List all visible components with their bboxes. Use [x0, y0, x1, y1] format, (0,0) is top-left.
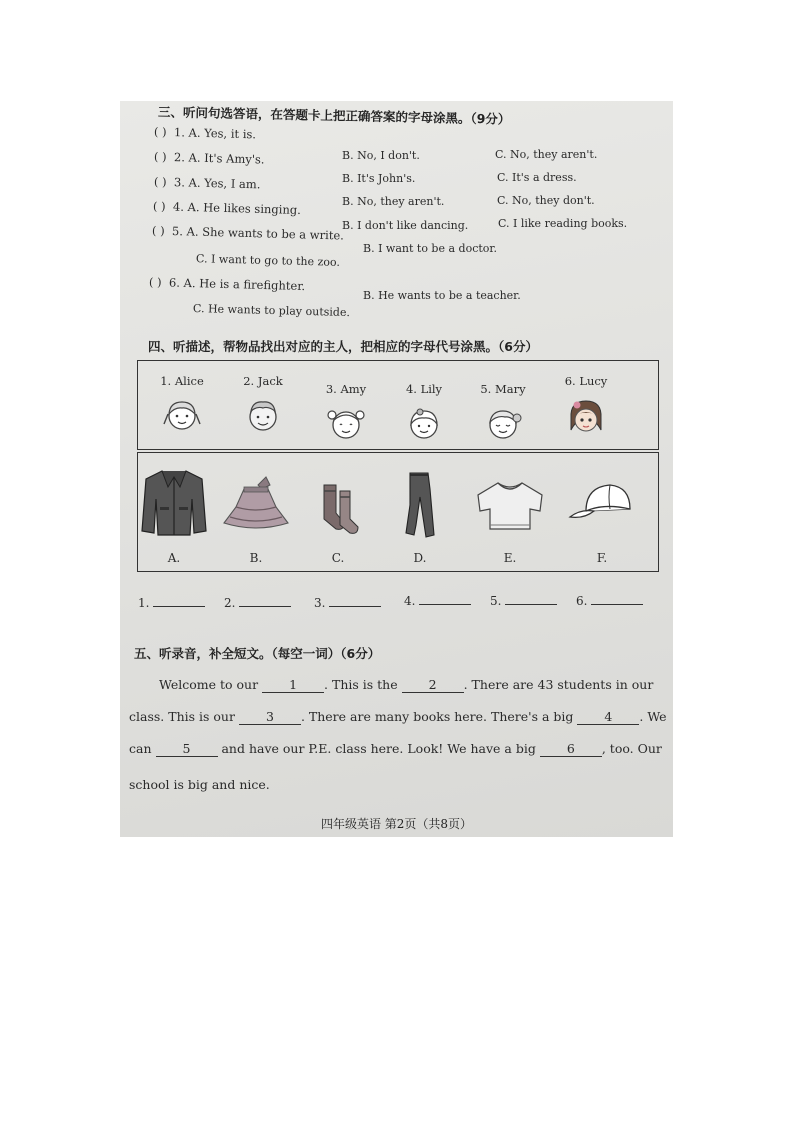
person-name: 6. Lucy [564, 374, 608, 388]
girl-face-icon [404, 406, 444, 440]
girl-face-icon [162, 398, 202, 432]
items-box [137, 452, 659, 572]
person-lily [384, 382, 464, 440]
q4-option-b: B. I don't like dancing. [342, 219, 469, 232]
passage-line-1 [159, 677, 653, 693]
option-a: 6. A. He is a firefighter. [168, 275, 306, 294]
question-1 [154, 125, 256, 142]
option-a: 5. A. She wants to be a write. [171, 224, 345, 243]
jacket-icon [136, 465, 212, 541]
person-name: 2. Jack [243, 374, 283, 388]
answer-4 [404, 592, 471, 608]
socks-icon [300, 465, 376, 541]
question-2 [154, 150, 265, 167]
item-b [216, 465, 296, 565]
passage-text: class. This is our [129, 709, 235, 724]
person-amy [306, 382, 386, 440]
q6-option-c: C. He wants to play outside. [192, 301, 351, 320]
person-alice [142, 374, 222, 432]
item-c [298, 465, 378, 565]
person-name: 1. Alice [160, 374, 204, 388]
answer-blank[interactable] [153, 594, 205, 607]
answer-paren[interactable]: ( ) [151, 223, 165, 238]
q1-option-b: B. No, I don't. [342, 149, 420, 162]
answer-blank[interactable] [591, 592, 643, 605]
answer-paren[interactable]: ( ) [153, 174, 167, 189]
people-box [137, 360, 659, 450]
answer-number: 1. [138, 596, 150, 610]
answer-5 [490, 592, 557, 608]
sweater-icon [472, 465, 548, 541]
q3-option-c: C. No, they don't. [497, 194, 595, 207]
person-name: 3. Amy [325, 382, 367, 396]
answer-paren[interactable]: ( ) [153, 124, 167, 139]
section3-title: 三、听问句选答语，在答题卡上把正确答案的字母涂黑。（9分） [157, 104, 511, 127]
page-footer: 四年级英语 第2页（共8页） [320, 817, 473, 831]
person-jack [223, 374, 303, 432]
item-f [562, 465, 642, 565]
exam-page-photo [120, 101, 673, 837]
passage-blank[interactable]: 6 [540, 741, 602, 757]
passage-blank[interactable]: 4 [577, 709, 639, 725]
item-label: C. [331, 551, 345, 565]
q3-option-b: B. No, they aren't. [342, 195, 445, 208]
answer-1 [138, 594, 205, 610]
passage-blank[interactable]: 5 [156, 741, 218, 757]
girl-face-icon [326, 406, 366, 440]
item-label: D. [413, 551, 427, 565]
answer-number: 6. [576, 594, 588, 608]
item-d [380, 465, 460, 565]
option-a: 2. A. It's Amy's. [173, 150, 265, 167]
answer-blank[interactable] [505, 592, 557, 605]
cap-icon [564, 465, 640, 541]
passage-text: , too. Our [601, 741, 662, 756]
answer-number: 5. [490, 594, 502, 608]
answer-blank[interactable] [329, 594, 381, 607]
answer-blank[interactable] [239, 594, 291, 607]
item-label: E. [503, 551, 517, 565]
answer-paren[interactable]: ( ) [148, 274, 162, 290]
passage-text: . There are 43 students in our [463, 677, 654, 692]
passage-blank[interactable]: 1 [262, 677, 324, 693]
answer-number: 4. [404, 594, 416, 608]
option-a: 1. A. Yes, it is. [173, 125, 257, 142]
boy-face-icon [243, 398, 283, 432]
question-6 [149, 275, 306, 293]
passage-text: can [129, 741, 152, 756]
passage-blank[interactable]: 2 [402, 677, 464, 693]
answer-number: 3. [314, 596, 326, 610]
person-name: 5. Mary [480, 382, 526, 396]
passage-text: . We [639, 709, 667, 724]
passage-line-3 [129, 741, 662, 757]
q5-option-c: C. I want to go to the zoo. [195, 252, 341, 269]
passage-text: and have our P.E. class here. Look! We have a big [221, 741, 536, 756]
answer-blank[interactable] [419, 592, 471, 605]
girl-face-icon [566, 398, 606, 436]
section5-title: 五、听录音，补全短文。（每空一词）（6分） [134, 646, 381, 661]
item-a [134, 465, 214, 565]
girl-face-icon [483, 406, 523, 440]
passage-blank[interactable]: 3 [239, 709, 301, 725]
item-e [470, 465, 550, 565]
passage-line-2 [129, 709, 667, 725]
passage-text: Welcome to our [159, 677, 259, 692]
answer-3 [314, 594, 381, 610]
question-4 [153, 199, 301, 217]
answer-6 [576, 592, 643, 608]
passage-text: . This is the [324, 677, 398, 692]
passage-text: . There are many books here. There's a big [300, 709, 574, 724]
q5-option-b: B. I want to be a doctor. [363, 242, 497, 255]
person-lucy [546, 374, 626, 436]
person-mary [463, 382, 543, 440]
question-5 [152, 223, 344, 242]
option-a: 3. A. Yes, I am. [173, 175, 261, 192]
answer-2 [224, 594, 291, 610]
answer-paren[interactable]: ( ) [152, 199, 166, 214]
question-3 [154, 175, 261, 192]
q1-option-c: C. No, they aren't. [495, 148, 598, 161]
option-a: 4. A. He likes singing. [172, 199, 302, 217]
skirt-icon [218, 465, 294, 541]
passage-line-4: school is big and nice. [129, 777, 270, 792]
section4-title: 四、听描述，帮物品找出对应的主人，把相应的字母代号涂黑。（6分） [148, 339, 538, 354]
q4-option-c: C. I like reading books. [498, 217, 628, 230]
item-label: B. [249, 551, 263, 565]
answer-number: 2. [224, 596, 236, 610]
item-label: F. [596, 551, 608, 565]
q6-option-b: B. He wants to be a teacher. [363, 289, 521, 302]
item-label: A. [167, 551, 181, 565]
person-name: 4. Lily [405, 382, 443, 396]
pants-icon [382, 465, 458, 541]
q2-option-b: B. It's John's. [342, 172, 416, 185]
q2-option-c: C. It's a dress. [497, 171, 577, 184]
answer-paren[interactable]: ( ) [153, 149, 167, 164]
